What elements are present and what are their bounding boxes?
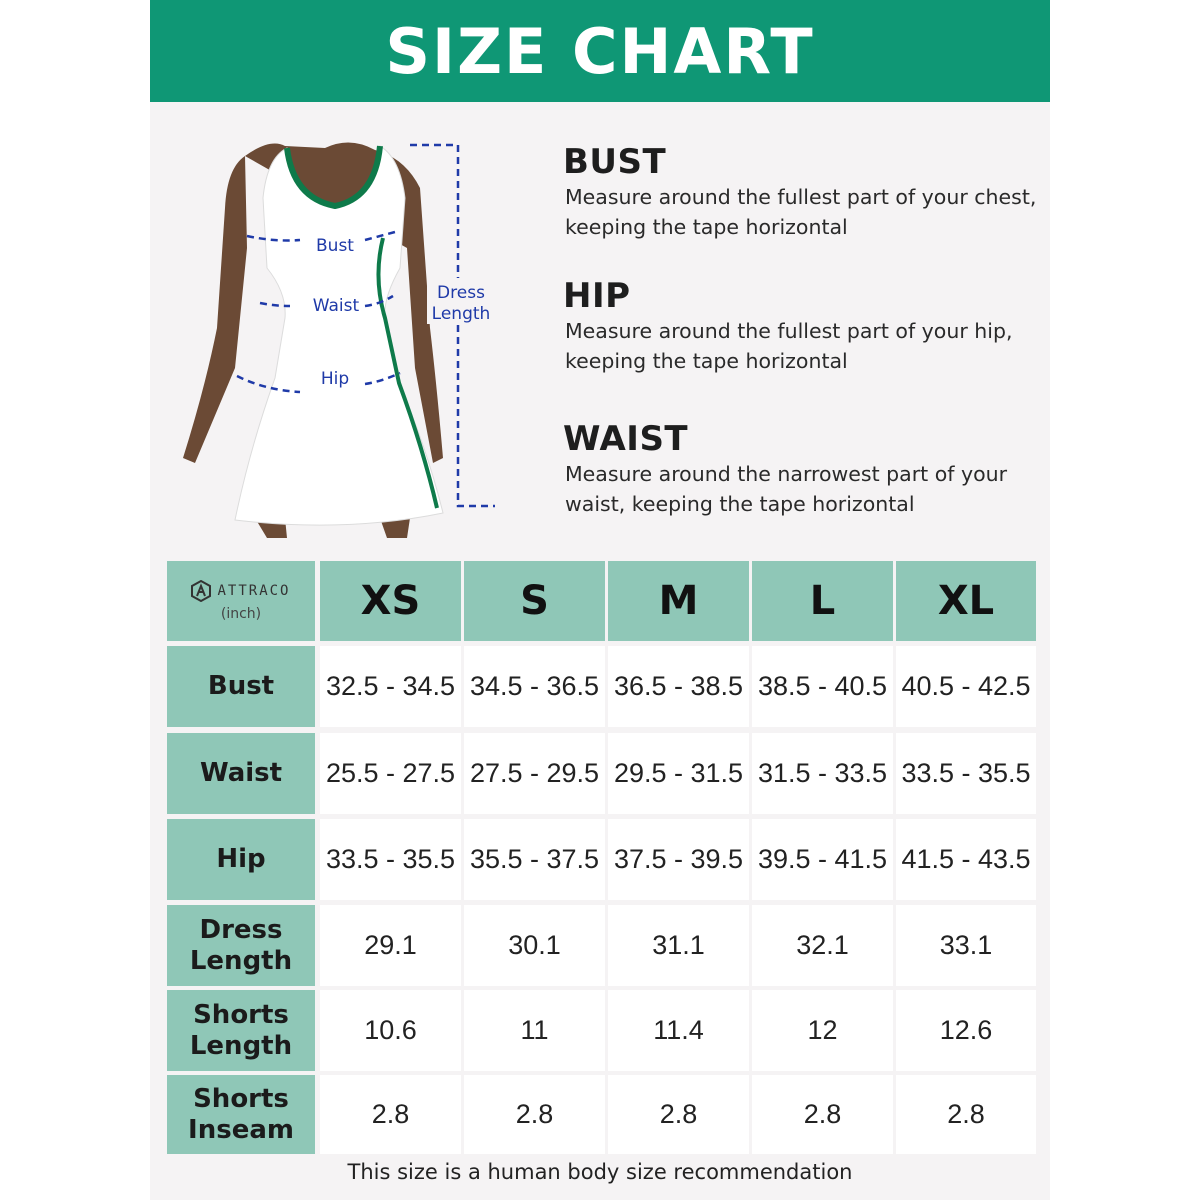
table-cell: 25.5 - 27.5	[320, 733, 461, 814]
bust-heading: BUST	[563, 142, 667, 182]
table-cell: 29.5 - 31.5	[608, 733, 749, 814]
row-header-hip	[167, 819, 315, 900]
row-label: Waist	[199, 758, 283, 788]
table-cell: 41.5 - 43.5	[896, 819, 1036, 900]
table-cell: 2.8	[896, 1075, 1036, 1154]
row-label-line2: Length	[189, 1030, 293, 1061]
table-cell: 32.1	[752, 905, 893, 986]
row-label-line1: Dress	[199, 914, 283, 945]
table-cell: 11.4	[608, 990, 749, 1071]
hip-label: Hip	[320, 369, 350, 389]
size-header-xs	[320, 561, 461, 641]
row-label: Hip	[216, 844, 266, 874]
page-title: SIZE CHART	[385, 14, 815, 88]
row-label: Bust	[207, 671, 275, 701]
bust-label: Bust	[316, 236, 354, 256]
row-header-waist	[167, 733, 315, 814]
table-cell: 31.5 - 33.5	[752, 733, 893, 814]
table-cell: 34.5 - 36.5	[464, 646, 605, 727]
size-header-xl	[896, 561, 1036, 641]
table-cell: 33.1	[896, 905, 1036, 986]
hip-heading: HIP	[563, 276, 631, 316]
table-cell: 35.5 - 37.5	[464, 819, 605, 900]
hip-instruction-line2: keeping the tape horizontal	[565, 349, 848, 373]
table-cell: 37.5 - 39.5	[608, 819, 749, 900]
table-cell: 2.8	[608, 1075, 749, 1154]
size-label: XS	[360, 578, 421, 624]
table-cell: 33.5 - 35.5	[896, 733, 1036, 814]
dress-length-label-2: Length	[431, 304, 491, 324]
table-cell: 12	[752, 990, 893, 1071]
brand-icon	[191, 580, 211, 602]
table-cell: 2.8	[464, 1075, 605, 1154]
model-illustration	[175, 128, 505, 538]
table-cell: 38.5 - 40.5	[752, 646, 893, 727]
row-header-shorts-length	[167, 990, 315, 1071]
table-cell: 40.5 - 42.5	[896, 646, 1036, 727]
table-cell: 36.5 - 38.5	[608, 646, 749, 727]
row-label-line1: Shorts	[193, 999, 289, 1030]
row-header-dress-length	[167, 905, 315, 986]
waist-instruction-line1: Measure around the narrowest part of your	[565, 462, 1008, 486]
table-cell: 2.8	[752, 1075, 893, 1154]
table-cell: 31.1	[608, 905, 749, 986]
size-label: L	[809, 578, 836, 624]
table-cell: 30.1	[464, 905, 605, 986]
waist-instruction-line2: waist, keeping the tape horizontal	[565, 492, 915, 516]
row-label-line2: Length	[189, 945, 293, 976]
bust-instruction-line1: Measure around the fullest part of your chest,	[565, 185, 1037, 209]
table-cell: 12.6	[896, 990, 1036, 1071]
table-cell: 11	[464, 990, 605, 1071]
waist-label: Waist	[312, 296, 360, 316]
brand-name: ATTRACO	[217, 583, 291, 599]
size-header-l	[752, 561, 893, 641]
brand-cell	[167, 561, 315, 641]
row-label-line2: Inseam	[188, 1114, 294, 1145]
figure-left-arm	[183, 156, 247, 463]
dress-figure	[175, 128, 505, 538]
size-header-s	[464, 561, 605, 641]
brand-logo	[191, 580, 290, 602]
size-header-m	[608, 561, 749, 641]
table-cell: 2.8	[320, 1075, 461, 1154]
table-cell: 29.1	[320, 905, 461, 986]
waist-heading: WAIST	[563, 419, 689, 459]
unit-label: (inch)	[220, 606, 262, 622]
table-cell: 33.5 - 35.5	[320, 819, 461, 900]
size-label: M	[658, 578, 699, 624]
table-cell: 32.5 - 34.5	[320, 646, 461, 727]
hip-instruction-line1: Measure around the fullest part of your hip,	[565, 319, 1013, 343]
bust-instruction-line2: keeping the tape horizontal	[565, 215, 848, 239]
title-banner	[150, 0, 1050, 102]
dress-length-label-1: Dress	[437, 283, 485, 303]
size-label: S	[520, 578, 549, 624]
table-cell: 27.5 - 29.5	[464, 733, 605, 814]
table-cell: 39.5 - 41.5	[752, 819, 893, 900]
row-label-line1: Shorts	[193, 1083, 289, 1114]
bust-description	[563, 143, 1043, 241]
footer-note: This size is a human body size recommendation	[347, 1160, 853, 1184]
hip-description	[563, 277, 1043, 375]
table-cell: 10.6	[320, 990, 461, 1071]
row-header-bust	[167, 646, 315, 727]
row-header-shorts-inseam	[167, 1075, 315, 1154]
waist-description	[563, 420, 1043, 518]
size-label: XL	[937, 578, 995, 624]
